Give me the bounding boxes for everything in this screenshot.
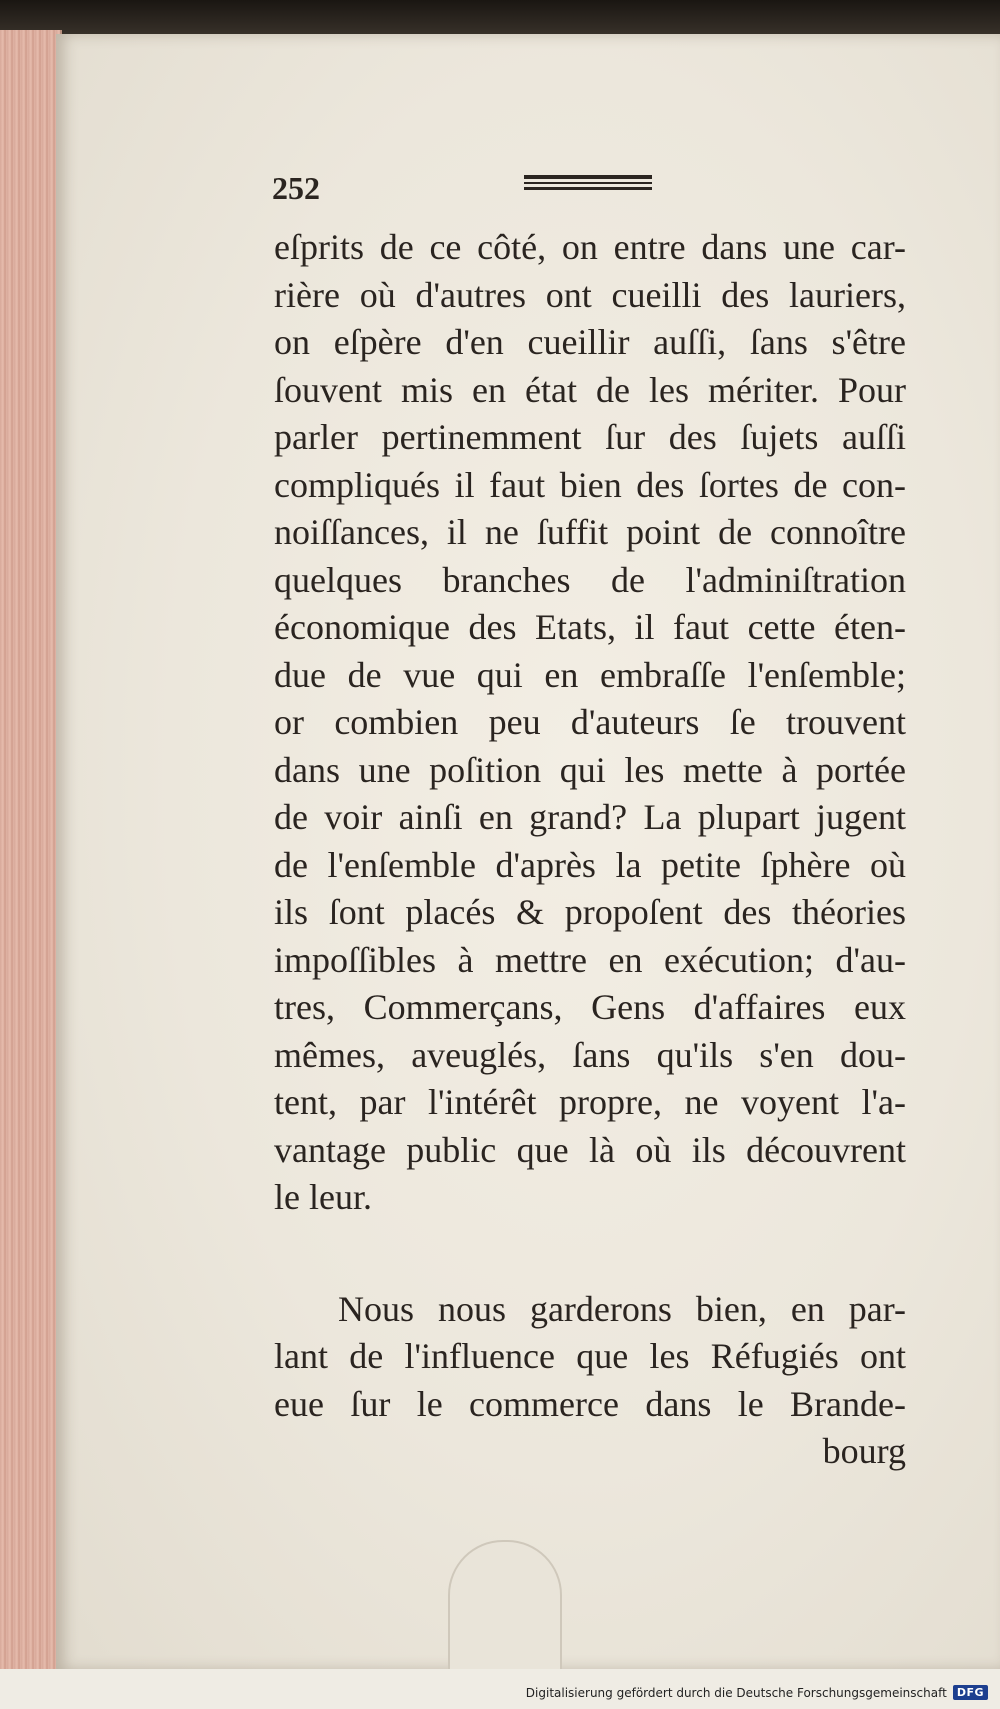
paragraph-1 bbox=[274, 224, 906, 1222]
text-line: noiſſances, il ne ſuffit point de connoître bbox=[274, 512, 906, 552]
header-ornament bbox=[524, 175, 652, 193]
text-line: vantage public que là où ils découvrent bbox=[274, 1129, 906, 1170]
text-line: de l'enſemble d'après la petite ſphère où bbox=[274, 844, 906, 885]
text-line: impoſſibles à mettre en exécution; d'au- bbox=[274, 939, 906, 980]
catchword: bourg bbox=[822, 1431, 906, 1471]
scan-top-border bbox=[0, 0, 1000, 38]
page-number: 252 bbox=[272, 170, 320, 206]
page-text bbox=[274, 224, 906, 1476]
footer-bar bbox=[0, 1669, 1000, 1709]
text-line: eue ſur le commerce dans le Brande- bbox=[274, 1383, 906, 1424]
text-line: or combien peu d'auteurs ſe trouvent bbox=[274, 702, 906, 742]
text-line: dans une poſition qui les mette à portée bbox=[274, 749, 906, 790]
text-line: lant de l'influence que les Réfugiés ont bbox=[274, 1336, 906, 1376]
text-line: parler pertinemment ſur des ſujets auſſi bbox=[274, 417, 906, 457]
text-line: quelques branches de l'adminiſtration bbox=[274, 559, 906, 600]
text-line: le leur. bbox=[274, 1177, 372, 1217]
text-line: mêmes, aveuglés, ſans qu'ils s'en dou- bbox=[274, 1034, 906, 1075]
text-line: eſprits de ce côté, on entre dans une car- bbox=[274, 227, 906, 267]
digitization-credit bbox=[526, 1685, 988, 1700]
text-line: on eſpère d'en cueillir auſſi, ſans s'être bbox=[274, 322, 906, 362]
text-line: ſouvent mis en état de les mériter. Pour bbox=[274, 369, 906, 410]
text-line: tres, Commerçans, Gens d'affaires eux bbox=[274, 987, 906, 1027]
text-line: ils ſont placés & propoſent des théories bbox=[274, 892, 906, 932]
text-line: tent, par l'intérêt propre, ne voyent l'a- bbox=[274, 1082, 906, 1122]
credit-text: Digitalisierung gefördert durch die Deutsche Forschungsgemeinschaft bbox=[525, 1685, 947, 1700]
text-line: due de vue qui en embraſſe l'enſemble; bbox=[274, 654, 906, 695]
page-tab-cutout bbox=[448, 1540, 562, 1672]
text-line: Nous nous garderons bien, en par- bbox=[338, 1288, 906, 1329]
paragraph-2 bbox=[274, 1286, 906, 1476]
text-line: de voir ainſi en grand? La plupart jugent bbox=[274, 797, 906, 837]
text-line: rière où d'autres ont cueilli des lauriers, bbox=[274, 274, 906, 315]
dfg-logo: DFG bbox=[953, 1685, 988, 1700]
text-line: économique des Etats, il faut cette éten- bbox=[274, 607, 906, 647]
text-line: compliqués il faut bien des ſortes de con- bbox=[274, 464, 906, 505]
book-page-edges bbox=[0, 30, 62, 1670]
